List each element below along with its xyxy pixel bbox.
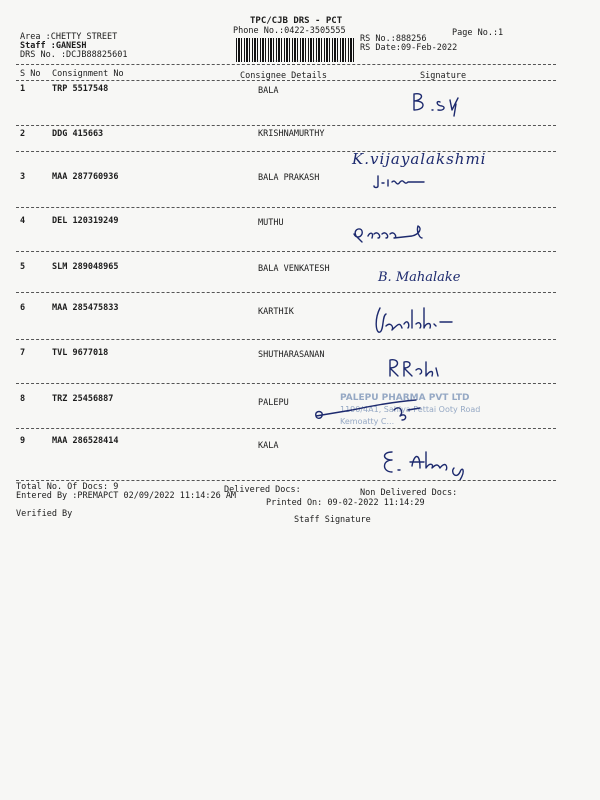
row-consignee: MUTHU xyxy=(258,218,284,228)
row-consignment: DDG 415663 xyxy=(52,129,104,139)
row-consignment: TRZ 25456887 xyxy=(52,394,114,404)
row-consignment: TRP 5517548 xyxy=(52,84,109,94)
signature-handwritten: B. Mahalake xyxy=(378,270,461,285)
column-header-consignee: Consignee Details xyxy=(240,71,327,81)
divider xyxy=(16,292,556,293)
signature-scribble xyxy=(386,356,446,380)
signature-scribble xyxy=(380,446,480,484)
row-sno: 3 xyxy=(20,172,26,182)
row-sno: 1 xyxy=(20,84,26,94)
row-consignee: BALA xyxy=(258,86,279,96)
rs-number: RS No.:888256 xyxy=(360,34,427,44)
divider xyxy=(16,125,556,126)
divider xyxy=(16,251,556,252)
row-consignment: MAA 287760936 xyxy=(52,172,119,182)
row-consignment: MAA 285475833 xyxy=(52,303,119,313)
column-header-consignment: Consignment No xyxy=(52,69,124,79)
column-header-sno: S No xyxy=(20,69,41,79)
divider xyxy=(16,80,556,81)
printed-on: Printed On: 09-02-2022 11:14:29 xyxy=(266,498,425,508)
row-sno: 5 xyxy=(20,262,26,272)
row-consignee: KRISHNAMURTHY xyxy=(258,129,325,139)
column-header-signature: Signature xyxy=(420,71,467,81)
row-consignee: BALA PRAKASH xyxy=(258,173,320,183)
staff-signature-label: Staff Signature xyxy=(294,515,371,525)
row-consignee: PALEPU xyxy=(258,398,289,408)
row-consignment: MAA 286528414 xyxy=(52,436,119,446)
signature-scribble xyxy=(350,224,430,248)
row-sno: 6 xyxy=(20,303,26,313)
barcode xyxy=(236,38,354,62)
divider xyxy=(16,428,556,429)
row-consignee: KALA xyxy=(258,441,279,451)
area-label: Area :CHETTY STREET xyxy=(20,32,118,42)
drs-number: DRS No. :DCJB88825601 xyxy=(20,50,128,60)
stamp-line: Kemoatty C... xyxy=(340,417,395,426)
row-sno: 2 xyxy=(20,129,26,139)
delivered-docs: Delivered Docs: xyxy=(224,485,301,495)
signature-scribble xyxy=(372,304,462,340)
signature-handwritten: K.vijayalakshmi xyxy=(352,150,487,168)
row-consignment: SLM 289048965 xyxy=(52,262,119,272)
row-consignee: KARTHIK xyxy=(258,307,294,317)
signature-scribble xyxy=(312,396,432,426)
row-sno: 7 xyxy=(20,348,26,358)
phone-number: Phone No.:0422-3505555 xyxy=(233,26,346,36)
row-consignment: DEL 120319249 xyxy=(52,216,119,226)
row-consignment: TVL 9677018 xyxy=(52,348,109,358)
rs-date: RS Date:09-Feb-2022 xyxy=(360,43,458,53)
row-consignee: SHUTHARASANAN xyxy=(258,350,325,360)
row-sno: 4 xyxy=(20,216,26,226)
divider xyxy=(16,207,556,208)
row-consignee: BALA VENKATESH xyxy=(258,264,330,274)
divider xyxy=(16,339,556,340)
document-title: TPC/CJB DRS - PCT xyxy=(250,16,343,26)
stamp-line: PALEPU PHARMA PVT LTD xyxy=(340,393,470,403)
entered-by: Entered By :PREMAPCT 02/09/2022 11:14:26 AM xyxy=(16,491,237,501)
page-number: Page No.:1 xyxy=(452,28,504,38)
row-sno: 8 xyxy=(20,394,26,404)
divider xyxy=(16,64,556,65)
verified-by: Verified By xyxy=(16,509,73,519)
signature-scribble xyxy=(372,174,432,192)
total-docs: Total No. Of Docs: 9 xyxy=(16,482,119,492)
row-sno: 9 xyxy=(20,436,26,446)
stamp-line: 1190/4A1, Sahiya Pettai Ooty Road xyxy=(340,405,481,414)
non-delivered-docs: Non Delivered Docs: xyxy=(360,488,458,498)
signature-scribble xyxy=(410,90,470,120)
divider xyxy=(16,480,556,481)
divider xyxy=(16,383,556,384)
staff-label: Staff :GANESH xyxy=(20,41,87,51)
